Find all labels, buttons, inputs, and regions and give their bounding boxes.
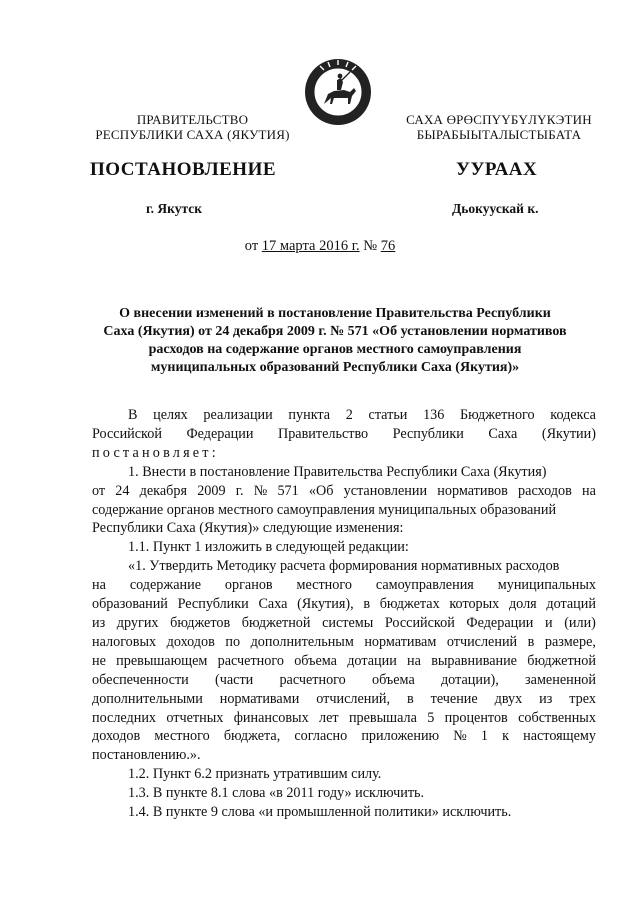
- word: на: [407, 652, 421, 669]
- quote-line: [92, 709, 596, 728]
- word: дотации: [347, 652, 397, 669]
- word: согласно: [294, 728, 348, 745]
- government-name-sakha: [385, 112, 613, 142]
- word: Федерации: [466, 614, 534, 631]
- word: бюджетной: [527, 652, 596, 669]
- document-title: [95, 305, 575, 377]
- word: на: [581, 482, 596, 499]
- document-body: [92, 406, 596, 822]
- city-sakha: Дьокуускай к.: [452, 201, 539, 216]
- word: из: [92, 614, 106, 631]
- word: 2009: [197, 482, 226, 499]
- word: (Якутии): [541, 425, 596, 442]
- title-line: Саха (Якутия) от 24 декабря 2009 г. № 571 «Об установлении нормативов: [103, 324, 567, 339]
- city-russian: г. Якутск: [146, 201, 203, 216]
- word: 571: [277, 482, 299, 499]
- word: Федерации: [186, 425, 254, 442]
- word: приложению: [361, 728, 440, 745]
- org-line: САХА ӨРӨСПҮҮБҮЛҮКЭТИН: [406, 112, 592, 127]
- quote-line: [92, 727, 596, 746]
- word: дополнительным: [250, 633, 354, 650]
- word: целях: [153, 407, 188, 423]
- item-1-line: [92, 482, 596, 501]
- word: Правительство: [277, 425, 369, 442]
- document-type-sakha: УУРААХ: [456, 159, 538, 180]
- quote-paragraph: [92, 576, 596, 746]
- word: нормативам: [364, 633, 437, 650]
- word: выравнивание: [431, 652, 517, 669]
- word: муниципальных: [497, 577, 596, 594]
- word: Российской: [384, 614, 455, 631]
- quote-line: [92, 595, 596, 614]
- word: размере,: [544, 633, 596, 650]
- word: самоуправления: [375, 577, 474, 594]
- word: реализации: [203, 407, 273, 423]
- word: Российской: [92, 425, 162, 442]
- word: Саха: [258, 596, 288, 613]
- word: местного: [296, 577, 352, 594]
- word: отчислений: [446, 633, 518, 650]
- quote-line: [92, 614, 596, 633]
- word: бюджетов: [170, 614, 231, 631]
- government-name-russian: [80, 112, 305, 142]
- word: лет: [319, 709, 339, 726]
- word: Республики: [177, 596, 249, 613]
- word: двух: [494, 690, 523, 707]
- word: превышающем: [116, 652, 208, 669]
- quote-line: [92, 652, 596, 671]
- decree-word: постановляет:: [92, 444, 219, 461]
- item-1-1: 1.1. Пункт 1 изложить в следующей редакции:: [128, 539, 409, 556]
- word: доходов: [92, 728, 141, 745]
- document-number: 76: [380, 238, 396, 254]
- quote-line: [92, 671, 596, 690]
- word: декабря: [139, 482, 188, 499]
- date-prefix: от: [244, 238, 259, 254]
- word: и: [545, 614, 553, 631]
- word: к: [502, 728, 510, 745]
- word: Республики: [392, 425, 464, 442]
- word: объема: [371, 671, 415, 688]
- word: дополнительными: [92, 690, 203, 707]
- word: не: [92, 652, 106, 669]
- quote-line: «1. Утвердить Методику расчета формирования нормативных расходов: [128, 558, 560, 575]
- word: настоящему: [523, 728, 596, 745]
- org-line: РЕСПУБЛИКИ САХА (ЯКУТИЯ): [95, 127, 290, 142]
- word: обеспеченности: [92, 671, 189, 688]
- word: по: [225, 633, 241, 650]
- word: №: [453, 728, 467, 745]
- document-date: 17 марта 2016 г.: [261, 238, 360, 254]
- word: отчислений,: [316, 690, 391, 707]
- word: 24: [115, 482, 130, 499]
- item-1-line: содержание органов местного самоуправления муниципальных образований: [92, 501, 557, 518]
- item-1-line: 1. Внести в постановление Правительства Республики Саха (Якутия): [128, 463, 547, 480]
- word: трех: [569, 690, 596, 707]
- word: местного: [154, 728, 210, 745]
- word: бюджета,: [223, 728, 281, 745]
- word: 2: [345, 407, 353, 423]
- org-line: БЫРАБЫЫТАЛЫСТЫБАТА: [416, 127, 582, 142]
- title-line: муниципальных образований Республики Саха (Якутия)»: [150, 360, 520, 375]
- word: финансовых: [233, 709, 309, 726]
- word: течение: [430, 690, 478, 707]
- title-line: расходов на содержание органов местного самоуправления: [148, 342, 522, 357]
- word: содержание: [129, 577, 201, 594]
- word: кодекса: [550, 407, 596, 423]
- item-1-4: 1.4. В пункте 9 слова «и промышленной политики» исключить.: [128, 804, 512, 821]
- word: установлении: [343, 482, 428, 499]
- word: г.: [235, 482, 244, 499]
- word: системы: [322, 614, 374, 631]
- word: в: [363, 596, 371, 613]
- word: отчетных: [166, 709, 224, 726]
- word: процентов: [444, 709, 508, 726]
- word: расчетного: [217, 652, 284, 669]
- word: пункта: [288, 407, 331, 423]
- word: (или): [564, 614, 596, 631]
- word: последних: [92, 709, 157, 726]
- item-1-line: Республики Саха (Якутия)» следующие изменения:: [92, 520, 404, 537]
- word: №: [253, 482, 268, 499]
- title-line: О внесении изменений в постановление Правительства Республики: [119, 306, 551, 321]
- word: «Об: [308, 482, 334, 499]
- word: органов: [224, 577, 273, 594]
- word: доходов: [166, 633, 215, 650]
- word: Саха: [488, 425, 518, 442]
- word: превышала: [348, 709, 417, 726]
- word: Бюджетного: [460, 407, 535, 423]
- word: дотации),: [440, 671, 499, 688]
- word: других: [116, 614, 159, 631]
- word: объема: [294, 652, 337, 669]
- word: доля: [508, 596, 537, 613]
- word: статьи: [368, 407, 408, 423]
- item-1-3: 1.3. В пункте 8.1 слова «в 2011 году» исключить.: [128, 785, 425, 802]
- word: нормативами: [219, 690, 300, 707]
- quote-line: [92, 576, 596, 595]
- quote-line: [92, 633, 596, 652]
- quote-line: постановлению.».: [92, 747, 201, 764]
- coat-of-arms-emblem: [304, 58, 372, 126]
- word: 1: [480, 728, 488, 745]
- word: 136: [423, 407, 445, 423]
- word: бюджетной: [241, 614, 311, 631]
- word: В: [128, 407, 138, 423]
- document-date-number: [0, 238, 640, 255]
- word: от: [92, 482, 106, 499]
- word: расчетного: [279, 671, 346, 688]
- word: в: [527, 633, 535, 650]
- word: образований: [92, 596, 168, 613]
- item-1-2: 1.2. Пункт 6.2 признать утратившим силу.: [128, 766, 382, 783]
- word: в: [407, 690, 414, 707]
- word: (Якутия),: [297, 596, 354, 613]
- word: дотаций: [546, 596, 596, 613]
- word: 5: [427, 709, 435, 726]
- number-sign: №: [363, 238, 378, 254]
- word: (части: [214, 671, 254, 688]
- document-type-russian: ПОСТАНОВЛЕНИЕ: [90, 159, 277, 180]
- word: расходов: [518, 482, 572, 499]
- word: налоговых: [92, 633, 157, 650]
- word: на: [92, 577, 106, 594]
- word: замененной: [525, 671, 596, 688]
- word: которых: [449, 596, 500, 613]
- preamble-line: [92, 406, 596, 425]
- word: нормативов: [437, 482, 508, 499]
- word: бюджетах: [379, 596, 440, 613]
- org-line: ПРАВИТЕЛЬСТВО: [136, 112, 249, 127]
- preamble-line: [92, 425, 596, 444]
- word: из: [539, 690, 553, 707]
- word: собственных: [518, 709, 596, 726]
- quote-line: [92, 690, 596, 709]
